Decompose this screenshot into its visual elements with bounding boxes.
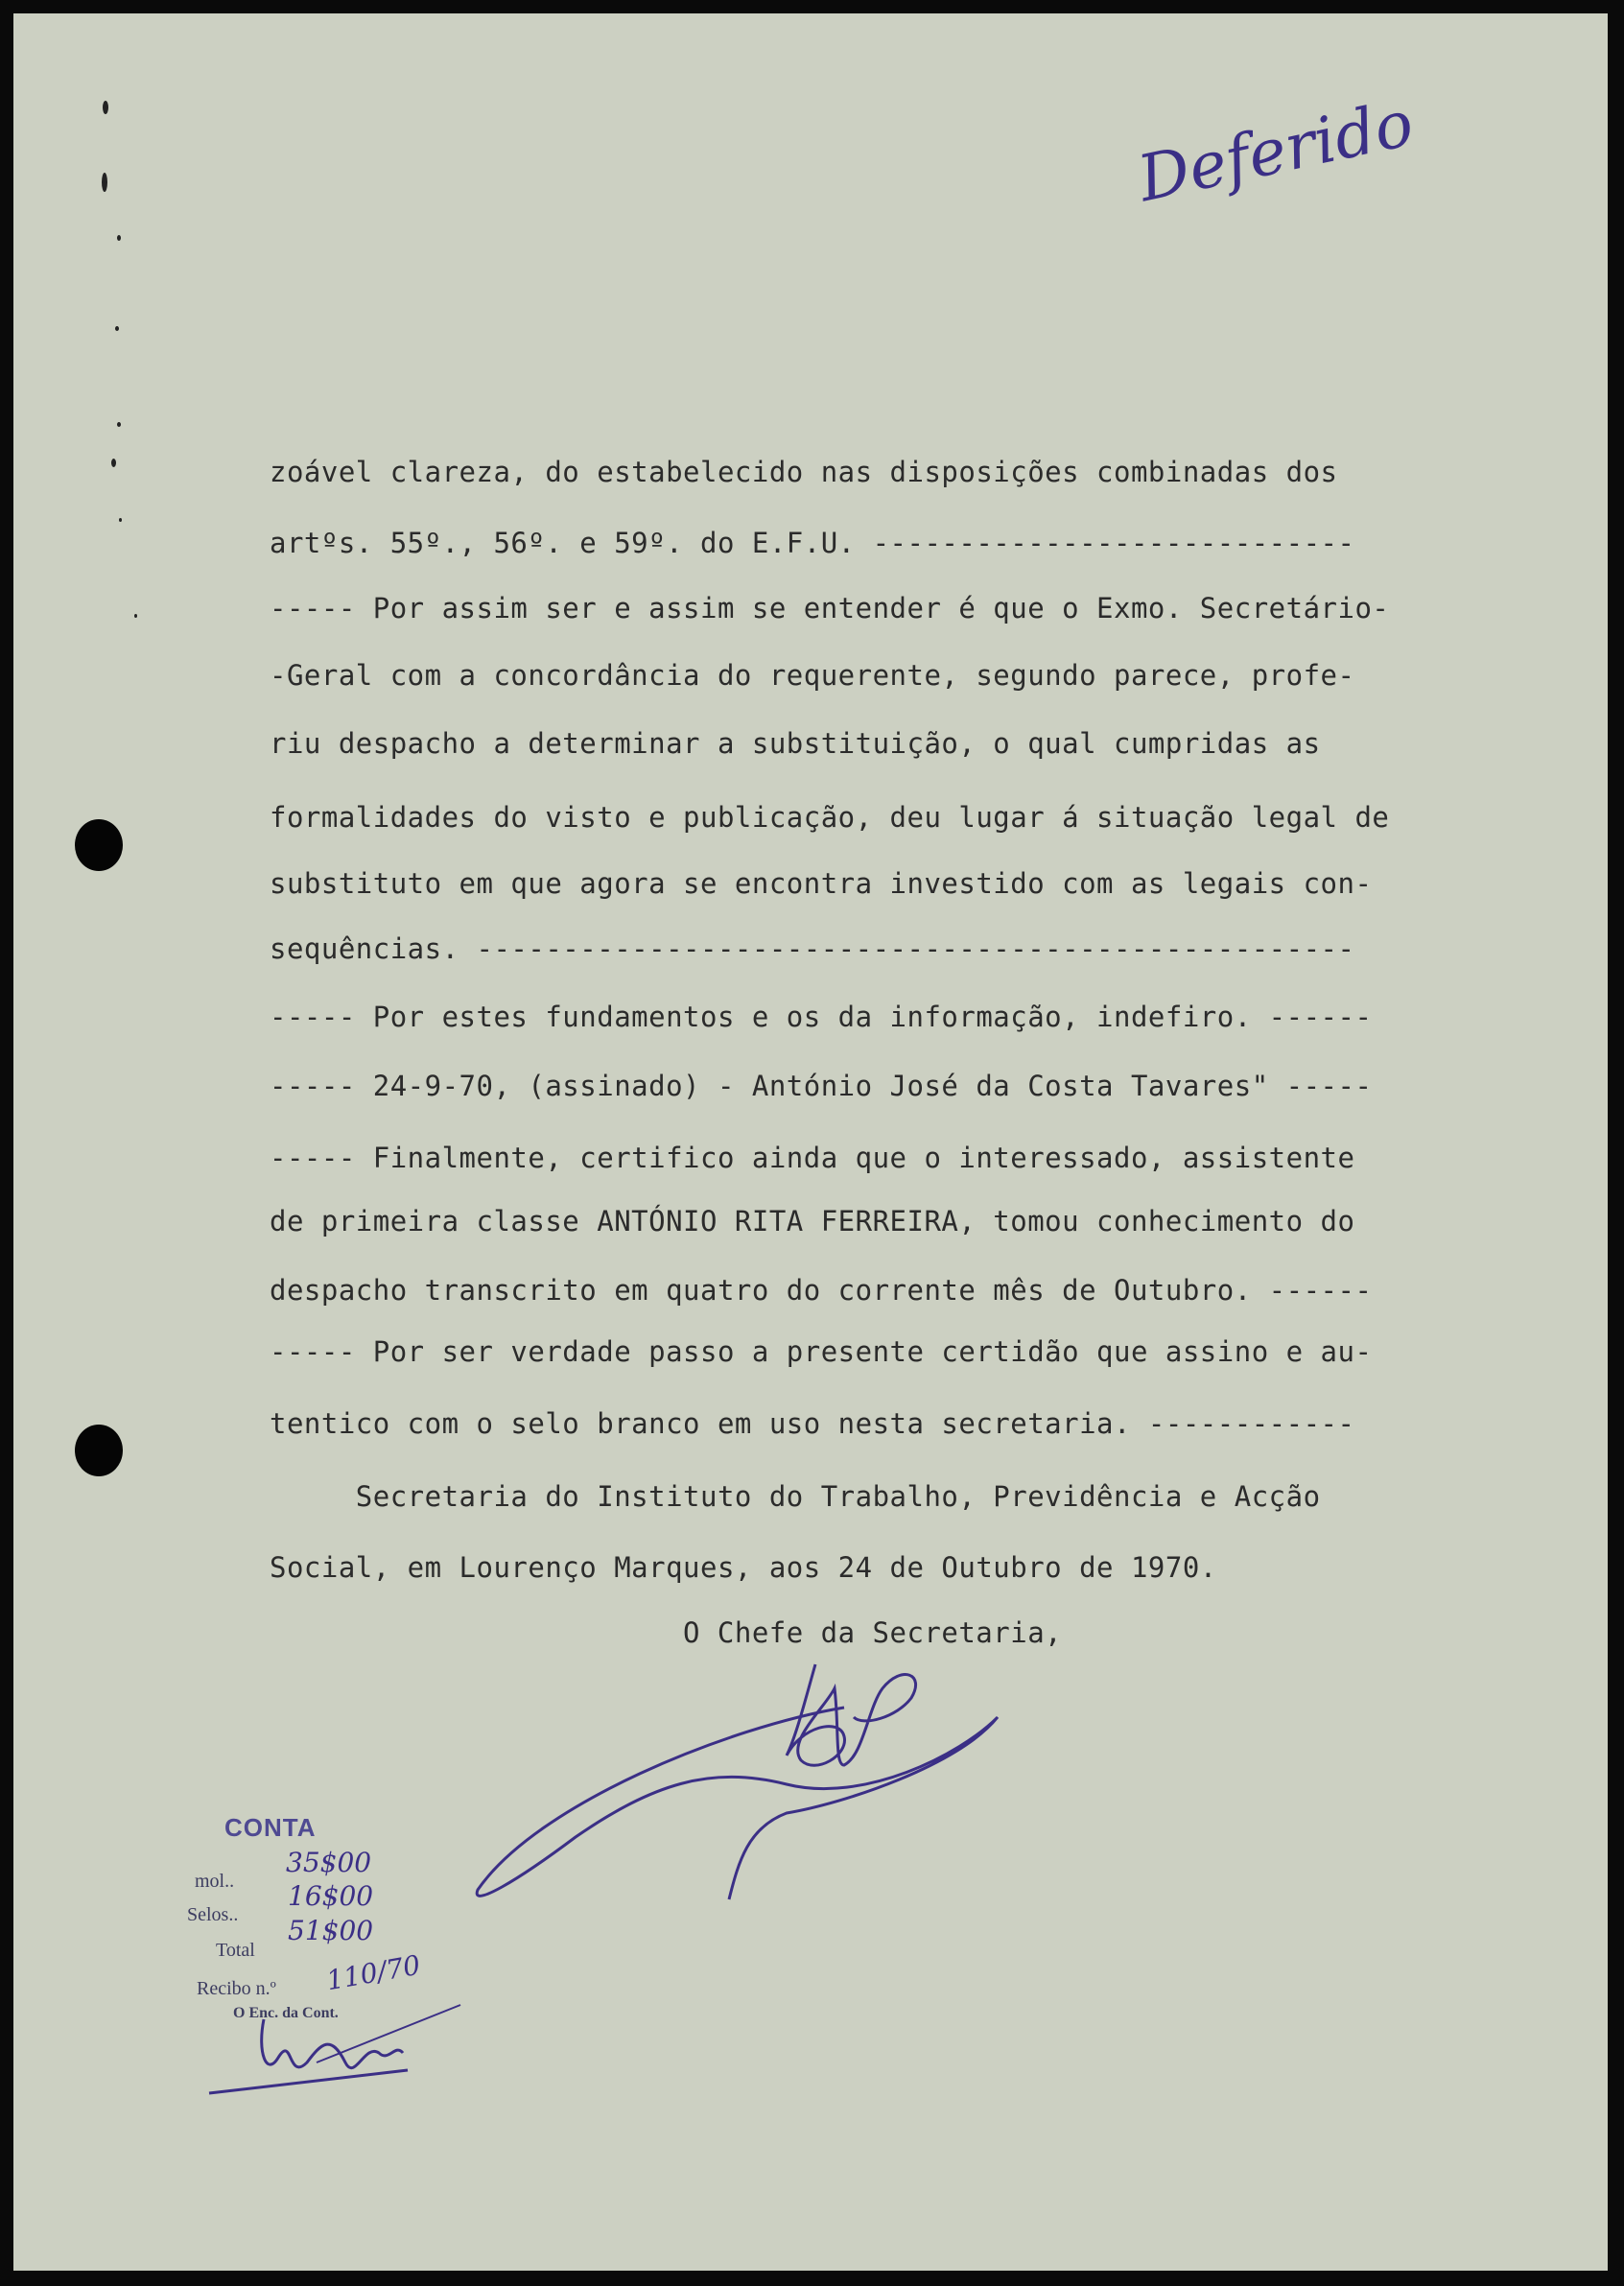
stamp-value: 110/70 [323,1948,423,1997]
text-line: de primeira classe ANTÓNIO RITA FERREIRA, tomou conhecimento do [270,1205,1355,1237]
text-line: zoável clareza, do estabelecido nas disposições combinadas dos [270,456,1338,488]
stamp-label: Total [216,1940,255,1961]
text-line: sequências. --------------------------------------------------- [270,932,1355,965]
stamp-title: CONTA [224,1813,317,1842]
text-line: despacho transcrito em quatro do corrente mês de Outubro. ------ [270,1274,1373,1307]
stamp-label: Selos.. [187,1904,239,1925]
text-line: ----- Por estes fundamentos e os da informação, indefiro. ------ [270,1001,1373,1033]
text-line: substituto em que agora se encontra investido com as legais con- [270,867,1373,900]
signatory-title: O Chefe da Secretaria, [683,1616,1063,1649]
text-line: formalidades do visto e publicação, deu lugar á situação legal de [270,801,1390,834]
closing-line: Secretaria do Instituto do Trabalho, Previdência e Acção [270,1480,1321,1513]
stamp-underline [209,2070,408,2093]
stamp-value: 51$00 [288,1915,374,1946]
text-line: ----- Por assim ser e assim se entender é que o Exmo. Secretário- [270,592,1390,625]
margin-note-handwritten: Deferido [1132,85,1420,217]
signature-flourish [477,1708,998,1899]
stamp-label: mol.. [195,1871,235,1892]
text-line: ----- 24-9-70, (assinado) - António José da Costa Tavares" ----- [270,1070,1373,1102]
text-line: ----- Finalmente, certifico ainda que o interessado, assistente [270,1142,1355,1174]
closing-line: Social, em Lourenço Marques, aos 24 de Outubro de 1970. [270,1551,1217,1584]
text-line: tentico com o selo branco em uso nesta secretaria. ------------ [270,1407,1355,1440]
stamp-value: 16$00 [288,1880,374,1912]
stamp-label: Recibo n.º [197,1978,276,1999]
text-line: ----- Por ser verdade passo a presente certidão que assino e au- [270,1335,1373,1368]
stamp-signature [262,2019,403,2068]
stamp-footer-label: O Enc. da Cont. [233,2005,339,2021]
stamp-value: 35$00 [286,1847,372,1878]
text-line: artºs. 55º., 56º. e 59º. do E.F.U. ---------------------------- [270,527,1355,559]
text-line: -Geral com a concordância do requerente, segundo parece, profe- [270,659,1355,692]
text-line: riu despacho a determinar a substituição, o qual cumpridas as [270,727,1321,760]
